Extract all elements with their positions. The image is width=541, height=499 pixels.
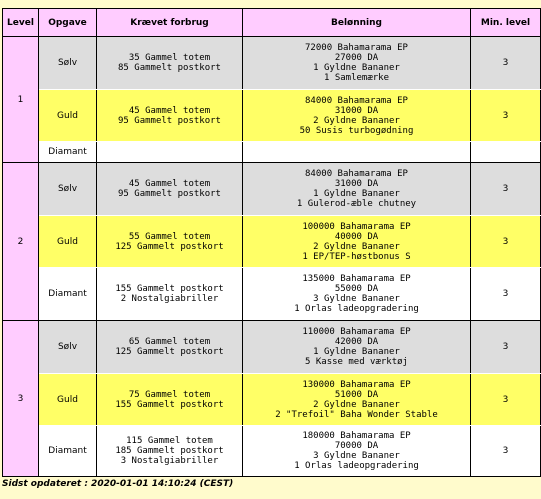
table-row — [3, 163, 541, 216]
min-level-value: 3 — [502, 236, 509, 247]
forbrug-cell-line: 85 Gammelt postkort — [118, 63, 221, 73]
header-level: Level — [3, 9, 39, 37]
task-label: Diamant — [48, 446, 87, 456]
reward-cell-line: 31000 DA — [334, 179, 379, 189]
header-opgave: Opgave — [39, 9, 97, 37]
reward-cell-line: 1 Gyldne Bananer — [313, 189, 400, 199]
reward-cell-line: 40000 DA — [334, 231, 379, 242]
forbrug-cell — [97, 321, 243, 374]
header-belonning: Belønning — [243, 9, 471, 37]
forbrug-cell-line: 155 Gammelt postkort — [115, 399, 224, 410]
task-label: Diamant — [48, 289, 87, 299]
level-cell: 2 — [3, 163, 39, 321]
min-level-value: 3 — [502, 289, 509, 299]
reward-cell-line: 2 Gyldne Bananer — [313, 241, 400, 252]
reward-cell-line: 51000 DA — [334, 389, 379, 400]
quest-table — [2, 8, 541, 477]
forbrug-cell — [97, 374, 243, 426]
reward-cell-line: 42000 DA — [334, 337, 379, 347]
min-level-value: 3 — [502, 394, 509, 405]
reward-cell-line: 2 "Trefoil" Baha Wonder Stable — [275, 409, 438, 420]
task-label: Diamant — [48, 147, 87, 157]
forbrug-cell-line: 95 Gammelt postkort — [118, 115, 221, 126]
task-label: Guld — [57, 236, 78, 247]
reward-cell — [243, 37, 471, 90]
reward-cell-line: 2 Gyldne Bananer — [313, 115, 400, 126]
min-level-cell — [471, 374, 541, 426]
min-level-value: 3 — [502, 184, 509, 194]
forbrug-cell-line: 45 Gammel totem — [128, 179, 211, 189]
header-forbrug: Krævet forbrug — [97, 9, 243, 37]
table-row — [3, 268, 541, 321]
forbrug-cell — [97, 163, 243, 216]
min-level-cell — [471, 142, 541, 163]
min-level-cell — [471, 321, 541, 374]
reward-cell-line: 5 Kasse med værktøj — [305, 357, 408, 367]
task-cell — [39, 268, 97, 321]
task-cell — [39, 216, 97, 268]
forbrug-cell-line: 35 Gammel totem — [128, 53, 211, 63]
header-row — [3, 9, 541, 37]
reward-cell-line: 3 Gyldne Bananer — [313, 451, 400, 461]
forbrug-cell-line: 2 Nostalgiabriller — [120, 294, 219, 304]
level-cell: 1 — [3, 37, 39, 163]
reward-cell — [243, 426, 471, 477]
reward-cell-line: 27000 DA — [334, 53, 379, 63]
min-level-cell — [471, 216, 541, 268]
task-cell — [39, 374, 97, 426]
forbrug-cell — [97, 426, 243, 477]
task-label: Guld — [57, 394, 78, 405]
table-row — [3, 216, 541, 268]
min-level-cell — [471, 90, 541, 142]
table-row — [3, 142, 541, 163]
table-row — [3, 374, 541, 426]
reward-cell-line: 1 Orlas ladeopgradering — [294, 461, 419, 471]
forbrug-cell-line: 125 Gammelt postkort — [115, 347, 224, 357]
task-label: Sølv — [57, 342, 78, 352]
forbrug-cell — [97, 216, 243, 268]
reward-cell-line: 180000 Bahamarama EP — [302, 431, 411, 441]
reward-cell-line: 1 Orlas ladeopgradering — [294, 304, 419, 314]
level-cell: 3 — [3, 321, 39, 477]
min-level-cell — [471, 268, 541, 321]
reward-cell-line: 1 Gyldne Bananer — [313, 347, 400, 357]
forbrug-cell — [97, 90, 243, 142]
forbrug-cell — [97, 37, 243, 90]
forbrug-cell-line: 125 Gammelt postkort — [115, 241, 224, 252]
reward-cell-line: 1 Samlemærke — [323, 73, 390, 83]
forbrug-cell-line: 3 Nostalgiabriller — [120, 456, 219, 466]
table-row — [3, 321, 541, 374]
reward-cell-line: 135000 Bahamarama EP — [302, 274, 411, 284]
reward-cell — [243, 163, 471, 216]
task-cell — [39, 90, 97, 142]
min-level-value: 3 — [502, 446, 509, 456]
task-cell — [39, 163, 97, 216]
forbrug-cell-line: 155 Gammelt postkort — [115, 284, 224, 294]
task-cell — [39, 37, 97, 90]
forbrug-cell-line: 115 Gammel totem — [126, 436, 213, 446]
reward-cell-line: 1 EP/TEP-høstbonus S — [302, 251, 411, 262]
task-label: Sølv — [57, 58, 78, 68]
forbrug-cell-line: 55 Gammel totem — [128, 231, 211, 242]
task-cell — [39, 321, 97, 374]
reward-cell-line: 100000 Bahamarama EP — [302, 221, 411, 232]
table-row — [3, 37, 541, 90]
reward-cell-line: 31000 DA — [334, 105, 379, 116]
forbrug-cell-line: 65 Gammel totem — [128, 337, 211, 347]
forbrug-cell-line: 185 Gammelt postkort — [115, 446, 224, 456]
min-level-value: 3 — [502, 58, 509, 68]
min-level-value: 3 — [502, 110, 509, 121]
reward-cell-line: 110000 Bahamarama EP — [302, 327, 411, 337]
reward-cell — [243, 142, 471, 163]
table-row — [3, 426, 541, 477]
reward-cell — [243, 374, 471, 426]
last-updated: Sidst opdateret : 2020-01-01 14:10:24 (CEST) — [2, 479, 234, 489]
min-level-value: 3 — [502, 342, 509, 352]
task-cell — [39, 142, 97, 163]
reward-cell-line: 50 Susis turbogødning — [299, 125, 414, 136]
reward-cell-line: 3 Gyldne Bananer — [313, 294, 400, 304]
reward-cell-line: 1 Gulerod-æble chutney — [296, 199, 417, 209]
forbrug-cell-line: 75 Gammel totem — [128, 389, 211, 400]
table-row — [3, 90, 541, 142]
reward-cell-line: 84000 Bahamarama EP — [305, 169, 408, 179]
min-level-cell — [471, 37, 541, 90]
reward-cell-line: 130000 Bahamarama EP — [302, 379, 411, 390]
reward-cell-line: 70000 DA — [334, 441, 379, 451]
forbrug-cell — [97, 268, 243, 321]
forbrug-cell-line: 95 Gammelt postkort — [118, 189, 221, 199]
reward-cell — [243, 90, 471, 142]
task-label: Sølv — [57, 184, 78, 194]
forbrug-cell — [97, 142, 243, 163]
task-label: Guld — [57, 110, 78, 121]
task-cell — [39, 426, 97, 477]
reward-cell-line: 72000 Bahamarama EP — [305, 43, 408, 53]
reward-cell-line: 84000 Bahamarama EP — [305, 95, 408, 106]
header-minlevel: Min. level — [471, 9, 541, 37]
forbrug-cell-line: 45 Gammel totem — [128, 105, 211, 116]
reward-cell-line: 2 Gyldne Bananer — [313, 399, 400, 410]
reward-cell-line: 55000 DA — [334, 284, 379, 294]
reward-cell — [243, 321, 471, 374]
reward-cell-line: 1 Gyldne Bananer — [313, 63, 400, 73]
reward-cell — [243, 268, 471, 321]
min-level-cell — [471, 426, 541, 477]
min-level-cell — [471, 163, 541, 216]
reward-cell — [243, 216, 471, 268]
